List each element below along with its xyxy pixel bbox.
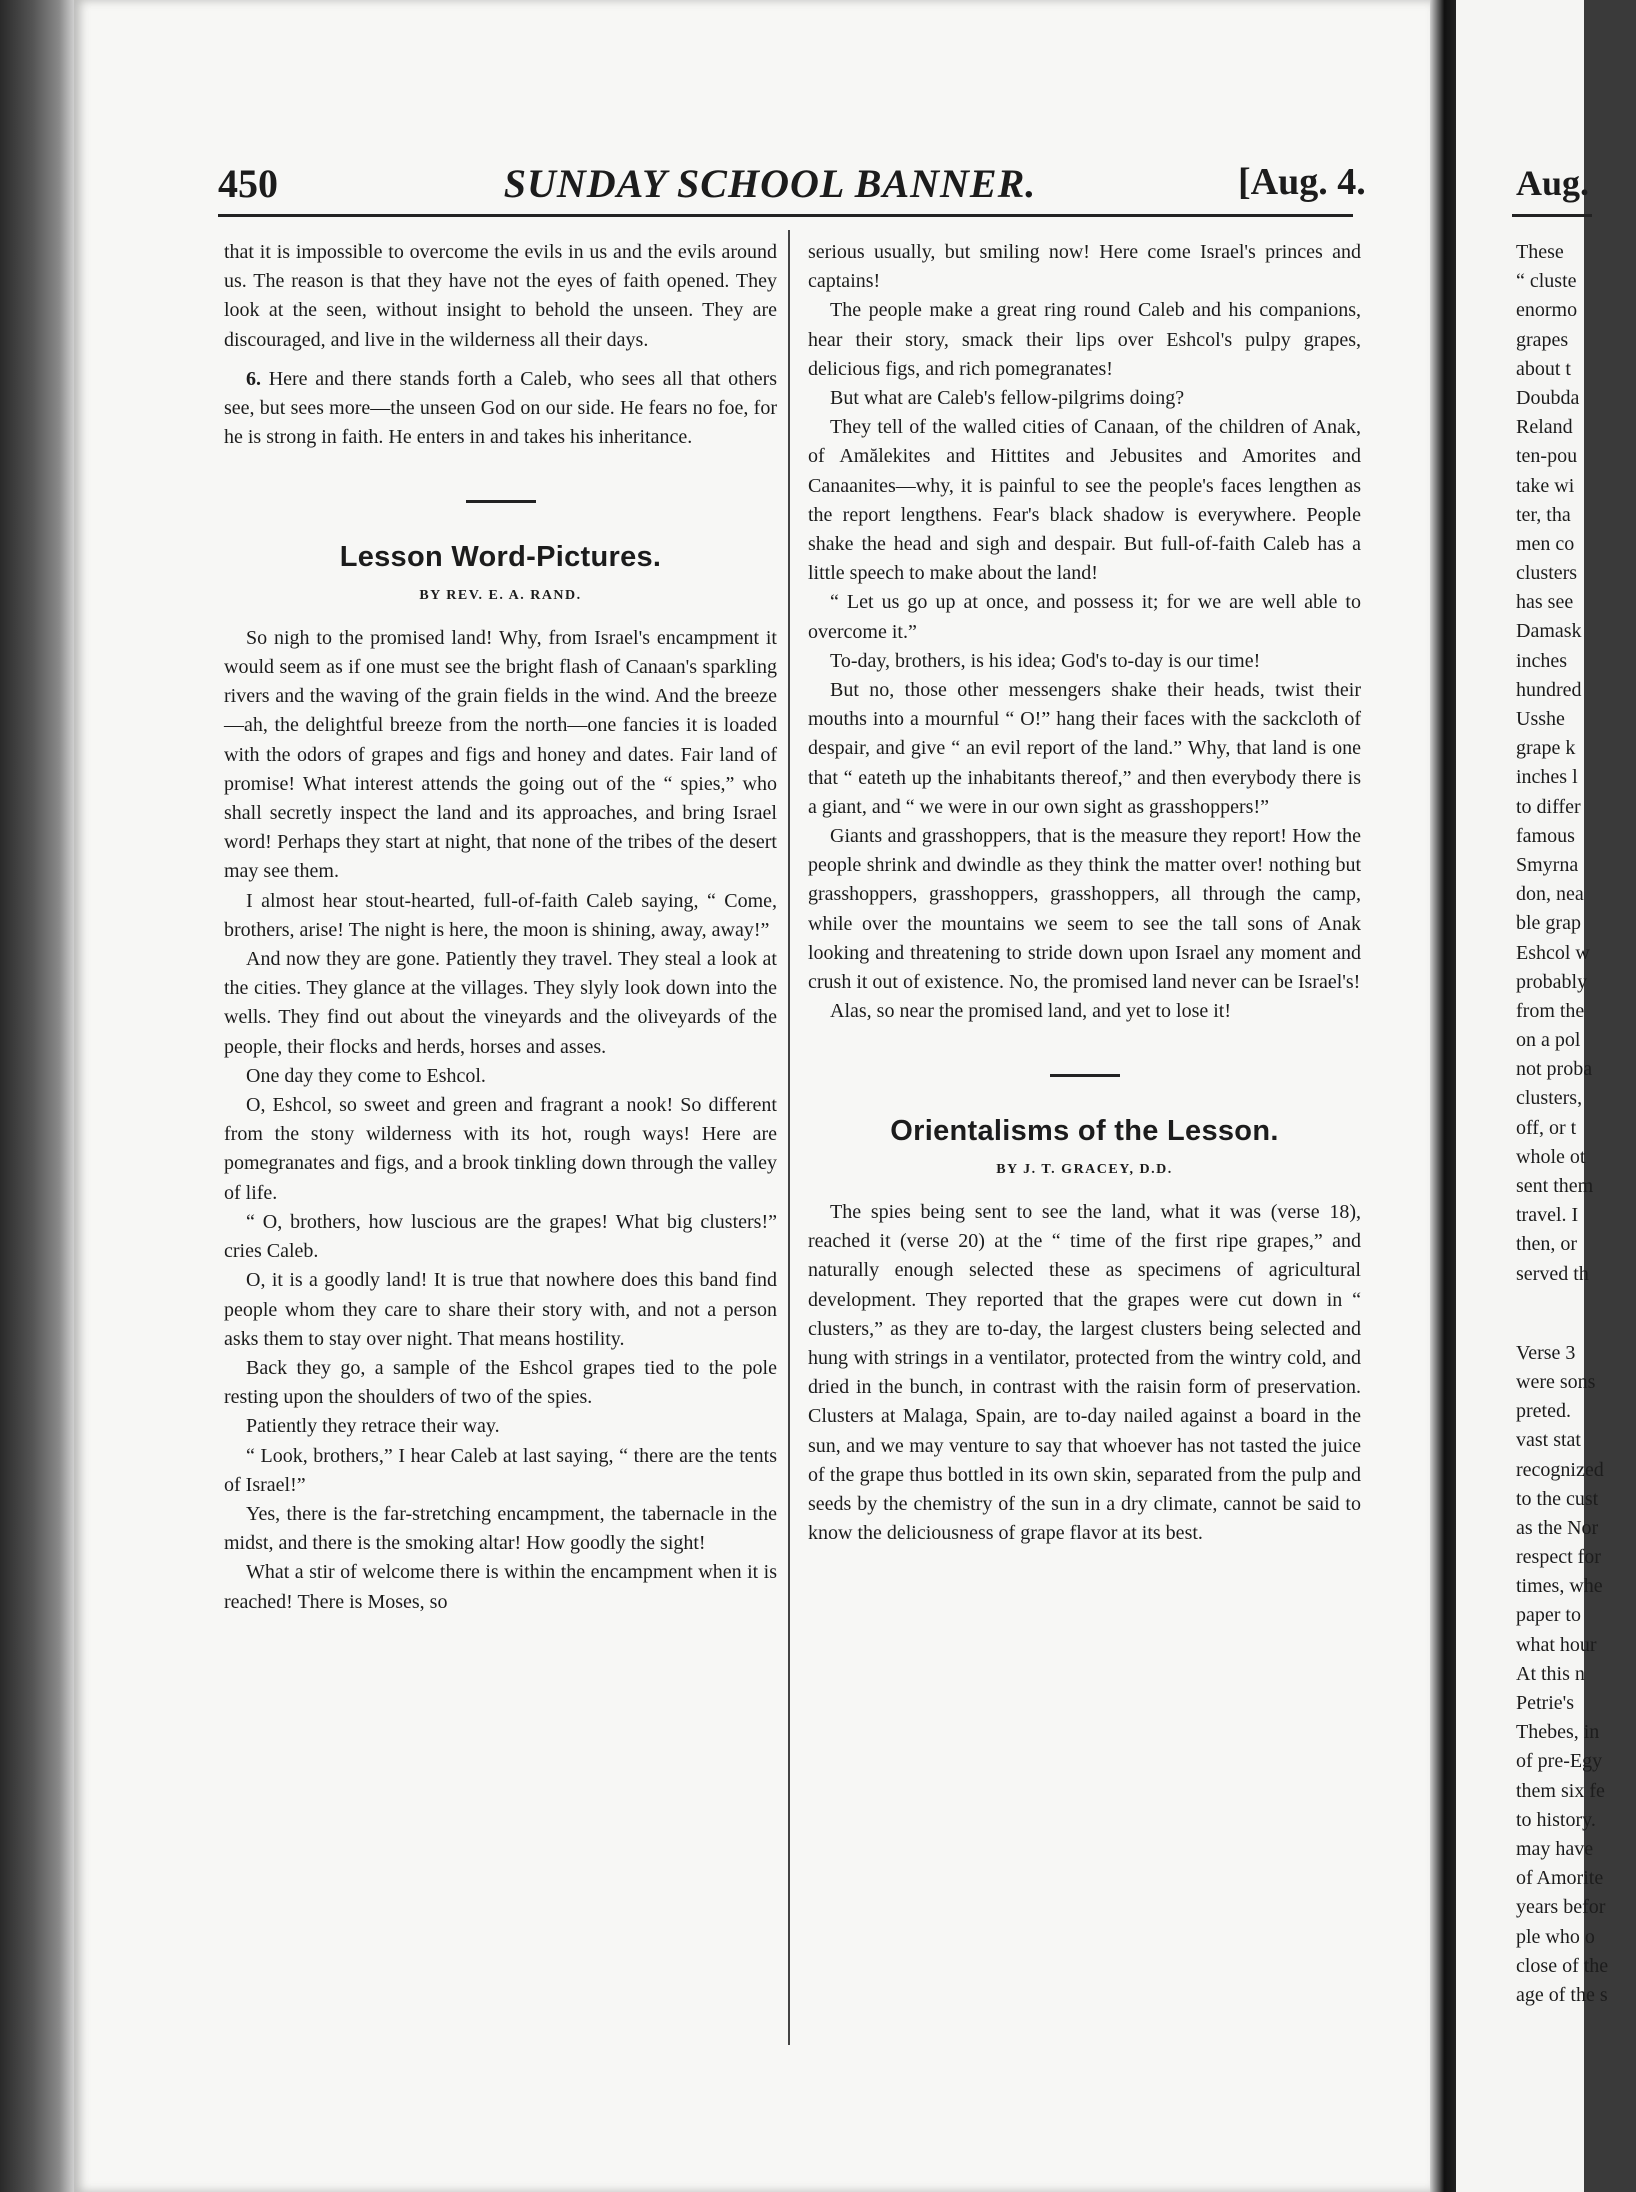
article-paragraph: O, it is a goodly land! It is true that nowhere does this band find people whom they care to share their story with, and not a person asks them to stay over night. That means hostility. [224, 1269, 777, 1350]
next-page-column [1516, 238, 1636, 2010]
article-paragraph: Alas, so near the promised land, and yet to lose it! [830, 1000, 1232, 1023]
left-column [224, 238, 777, 1617]
article-paragraph: serious usually, but smiling now! Here come Israel's princes and captains! [808, 241, 1361, 293]
article-paragraph: Patiently they retrace their way. [246, 1415, 500, 1438]
next-page-line: to the cust [1516, 1487, 1599, 1510]
next-page-line: Usshe [1516, 708, 1565, 730]
next-page-line: Smyrna [1516, 853, 1579, 876]
article-paragraph: Giants and grasshoppers, that is the measure they report! How the people shrink and dwindle as they think the matter over! nothing but grasshoppers, grasshoppers, grasshoppers, all through the camp, while over the mountains we seem to see the tall sons of Anak looking and threatening to stride down upon Israel any moment and crush it out of existence. No, the promised land never can be Israel's! [808, 825, 1361, 994]
point-number: 6. [246, 367, 261, 390]
next-page-line: inches [1516, 649, 1568, 672]
next-page-line: famous [1516, 824, 1575, 847]
next-page-line: Verse 3 [1516, 1341, 1576, 1364]
next-page-line: travel. I [1516, 1204, 1579, 1227]
next-page-line: age of the s [1516, 1983, 1608, 2006]
next-page-line: Doubda [1516, 386, 1580, 409]
article-paragraph: “ Let us go up at once, and possess it; for we are well able to overcome it.” [808, 591, 1361, 643]
next-page-line: of Amorite [1516, 1867, 1604, 1890]
next-page-line: were sons [1516, 1370, 1596, 1393]
article-title-word-pictures: Lesson Word-Pictures. [339, 541, 662, 574]
next-page-line: clusters, [1516, 1087, 1583, 1110]
article-paragraph: O, Eshcol, so sweet and green and fragrant a nook! So different from the stony wilderness with its hot, rough ways! Here are pomegranates and figs, and a brook tinkling down through the valley of life. [224, 1094, 777, 1204]
next-page-line: years befor [1516, 1896, 1606, 1919]
next-page-line: ten-pou [1516, 445, 1578, 468]
article-byline-rand: BY REV. E. A. RAND. [419, 587, 582, 603]
next-page-line: respect for [1516, 1546, 1601, 1569]
next-page-line: paper to [1516, 1604, 1581, 1627]
next-page-line: has see [1516, 591, 1574, 614]
next-page-line: grapes [1516, 328, 1569, 351]
next-page-line: preted. [1516, 1400, 1571, 1423]
next-page-line: may have [1516, 1837, 1594, 1860]
next-page-header-rule [1512, 214, 1592, 217]
article-paragraph: “ O, brothers, how luscious are the grapes! What big clusters!” cries Caleb. [224, 1210, 777, 1263]
next-page-line: from the [1516, 999, 1585, 1022]
next-page-line: served th [1516, 1262, 1589, 1285]
section-divider [1050, 1074, 1120, 1077]
column-divider [788, 230, 790, 2045]
page-number: 450 [218, 161, 278, 206]
next-page-line: what hour [1516, 1633, 1597, 1656]
next-page-line: to history. [1516, 1808, 1596, 1831]
next-page-line: whole ot [1516, 1145, 1586, 1168]
article-paragraph: “ Look, brothers,” I hear Caleb at last saying, “ there are the tents of Israel!” [224, 1444, 777, 1496]
article-paragraph: The spies being sent to see the land, what it was (verse 18), reached it (verse 20) at the “ time of the first ripe grapes,” and naturally enough selected these as specimens of agricultural development. They reported that the grapes were cut down in “ clusters,” as they are to-day, the largest clusters being selected and hung with strings in a ventilator, protected from the wintry cold, and dried in the bunch, in contrast with the raisin form of preservation. Clusters at Malaga, Spain, are to-day nailed against a board in the sun, and we may venture to say that whoever has not tasted the juice of the grape thus bottled in its own skin, separated from the pulp and seeds by the chemistry of the sun in a dry climate, cannot be said to know the deliciousness of grape flavor at its best. [808, 1200, 1361, 1545]
book-binding-edge [0, 0, 74, 2192]
next-page-line: take wi [1516, 474, 1575, 497]
next-page-edge [1456, 0, 1609, 2192]
next-page-line: about t [1516, 357, 1571, 380]
next-page-line: These [1516, 241, 1564, 263]
article-paragraph: I almost hear stout-hearted, full-of-faith Caleb saying, “ Come, brothers, arise! The night is here, the moon is shining, away, away!” [224, 889, 777, 941]
article-byline-gracey: BY J. T. GRACEY, D.D. [996, 1161, 1173, 1177]
next-page-line: men co [1516, 532, 1575, 555]
next-page-line: ter, tha [1516, 503, 1571, 526]
article-paragraph: To-day, brothers, is his idea; God's to-day is our time! [830, 649, 1261, 672]
point-six-paragraph [224, 365, 777, 453]
article-paragraph: But no, those other messengers shake their heads, twist their mouths into a mournful “ O!” hang their faces with the sackcloth of despair, and give “ an evil report of the land.” Why, that land is one that “ eateth up the inhabitants thereof,” and then everybody there is a giant, and “ we were in our own sight as grasshoppers!” [808, 679, 1361, 818]
next-page-line: clusters [1516, 562, 1578, 585]
next-page-line: sent them [1516, 1175, 1594, 1197]
point-text: Here and there stands forth a Caleb, who sees all that others see, but sees more—the unseen God on our side. He fears no foe, for he is strong in faith. He enters in and takes his inheritance. [224, 367, 778, 449]
section-divider [466, 500, 536, 503]
next-page-line: to differ [1516, 795, 1581, 818]
next-page-line: hundred [1516, 678, 1582, 701]
article-title-orientalisms: Orientalisms of the Lesson. [890, 1115, 1279, 1148]
next-page-line: Reland [1516, 416, 1573, 439]
next-page-header: Aug. [1516, 163, 1590, 203]
article-paragraph: Yes, there is the far-stretching encampment, the tabernacle in the midst, and there is the smoking altar! How goodly the sight! [224, 1502, 777, 1555]
next-page-line: Damask [1516, 620, 1582, 643]
next-page-line: ple who o [1516, 1925, 1595, 1948]
right-column [808, 238, 1361, 1548]
next-page-line: then, or [1516, 1233, 1578, 1256]
next-page-line: as the Nor [1516, 1516, 1599, 1539]
article-paragraph: And now they are gone. Patiently they travel. They steal a look at the cities. They glance at the villages. They slyly look down into the wells. They find out about the vineyards and the oliveyards of the people, their flocks and herds, horses and asses. [224, 948, 777, 1058]
article-paragraph: Back they go, a sample of the Eshcol grapes tied to the pole resting upon the shoulders of two of the spies. [224, 1356, 777, 1409]
next-page-line: Thebes, in [1516, 1721, 1600, 1744]
next-page-line: not proba [1516, 1058, 1593, 1081]
next-page-line: ble grap [1516, 912, 1581, 935]
next-page-line: enormo [1516, 299, 1578, 322]
next-page-line: vast stat [1516, 1429, 1581, 1452]
next-page-line: inches l [1516, 766, 1578, 789]
next-page-line: At this n [1516, 1662, 1585, 1685]
next-page-line: them six fe [1516, 1779, 1605, 1802]
article-paragraph: But what are Caleb's fellow-pilgrims doing? [830, 387, 1185, 410]
next-page-line: on a pol [1516, 1029, 1581, 1052]
next-page-line: times, whe [1516, 1575, 1603, 1598]
next-page-line: Petrie's [1516, 1692, 1575, 1714]
article-paragraph: The people make a great ring round Caleb and his companions, hear their story, smack their lips over Eshcol's pulpy grapes, delicious figs, and rich pomegranates! [808, 299, 1361, 380]
journal-title: SUNDAY SCHOOL BANNER. [503, 161, 1037, 206]
next-page-gap [1516, 1289, 1636, 1339]
next-page-line: of pre-Egy [1516, 1750, 1603, 1773]
next-page-line: close of the [1516, 1954, 1609, 1977]
next-page-line: don, nea [1516, 883, 1584, 906]
next-page-line: off, or t [1516, 1116, 1577, 1139]
next-page-line: grape k [1516, 737, 1576, 760]
next-page-line: Eshcol w [1516, 941, 1590, 964]
article-paragraph: One day they come to Eshcol. [246, 1064, 486, 1087]
article-paragraph: What a stir of welcome there is within the encampment when it is reached! There is Moses, so [224, 1561, 777, 1613]
next-page-line: “ cluste [1516, 270, 1577, 293]
issue-date: [Aug. 4. [1238, 161, 1366, 203]
article-paragraph: So nigh to the promised land! Why, from Israel's encampment it would seem as if one must see the bright flash of Canaan's sparkling rivers and the waving of the grain fields in the wind. And the breeze—ah, the delightful breeze from the north—one fancies it is loaded with the odors of grapes and figs and honey and dates. Fair land of promise! What interest attends the going out of the “ spies,” who shall secretly inspect the land and its approaches, and bring Israel word! Perhaps they start at night, that none of the tribes of the desert may see them. [224, 626, 777, 883]
header-rule [218, 214, 1353, 217]
article-paragraph: They tell of the walled cities of Canaan, of the children of Anak, of Amălekites and Hittites and Jebusites and Amorites and Canaanites—why, it is painful to see the people's faces lengthen as the report lengthens. Fear's black shadow is everywhere. People shake the head and sigh and despair. But full-of-faith Caleb has a little speech to make about the land! [808, 416, 1361, 585]
book-gutter [1430, 0, 1456, 2192]
next-page-line: probably [1516, 970, 1588, 993]
intro-paragraph: that it is impossible to overcome the evils in us and the evils around us. The reason is that they have not the eyes of faith opened. They look at the seen, without insight to behold the unseen. They are discouraged, and live in the wilderness all their days. [224, 241, 777, 351]
next-page-line: recognized [1516, 1458, 1604, 1481]
